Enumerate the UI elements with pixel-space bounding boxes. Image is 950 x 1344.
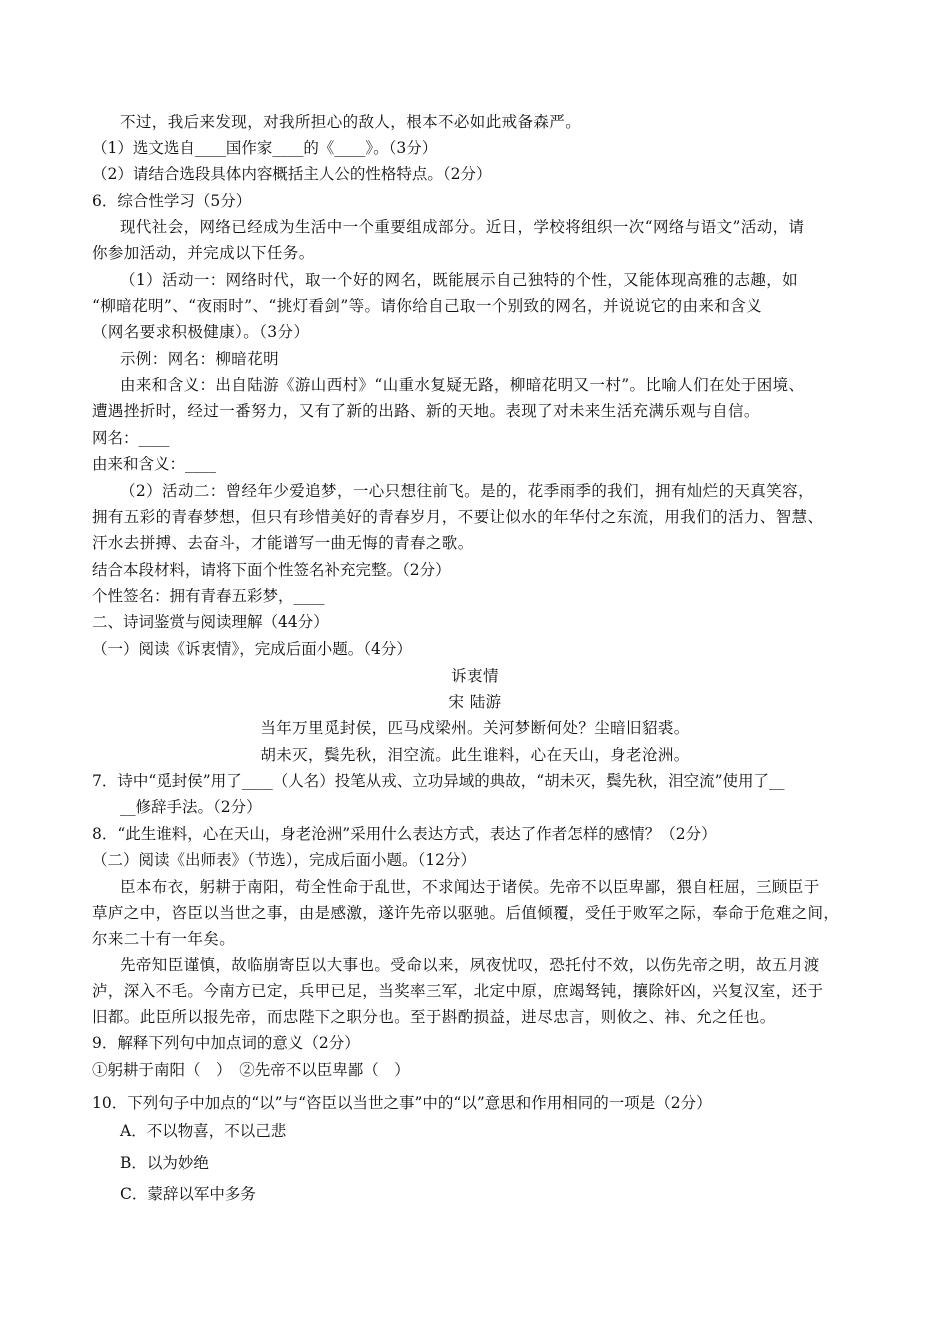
activity1-line2: “柳暗花明”、“夜雨时”、“挑灯看剑”等。请你给自己取一个别致的网名，并说说它的由来和含义 [92,297,763,315]
poem-line2: 胡未灭，鬓先秋，泪空流。此生谁料，心在天山，身老沧洲。 [260,746,690,764]
q10-option-b: B．以为妙绝 [120,1154,209,1172]
q9-items: ①躬耕于南阳（ ） ②先帝不以臣卑鄙（ ） [92,1061,410,1079]
activity2-instruction: 结合本段材料，请将下面个性签名补充完整。（2分） [92,561,451,579]
signature-blank: 个性签名：拥有青春五彩梦，____ [92,587,325,605]
origin-line1: 由来和含义：出自陆游《游山西村》“山重水复疑无路，柳暗花明又一村”。比喻人们在处于困境、 [120,376,805,394]
poem-author: 宋 陆游 [448,693,502,711]
activity2-line3: 汗水去拼搏、去奋斗，才能谱写一曲无悔的青春之歌。 [92,534,474,552]
q6-intro-line1: 现代社会，网络已经成为生活中一个重要组成部分。近日，学校将组织一次“网络与语文”活动，请 [120,218,805,236]
activity2-line1: （2）活动二：曾经年少爱追梦，一心只想往前飞。是的，花季雨季的我们，拥有灿烂的天真笑容， [120,482,814,500]
passage1-line1: 臣本布衣，躬耕于南阳，苟全性命于乱世，不求闻达于诸侯。先帝不以臣卑鄙，猥自枉屈，三顾臣于 [120,878,820,896]
origin-line2: 遭遇挫折时，经过一番努力，又有了新的出路、新的天地。表现了对未来生活充满乐观与自信。 [92,402,760,420]
example-line: 示例：网名：柳暗花明 [120,350,280,368]
q5-sub1: （1）选文选自____国作家____的《____》。（3分） [92,139,438,157]
q5-sub2: （2）请结合选段具体内容概括主人公的性格特点。（2分） [92,165,492,183]
section2-title: （二）阅读《出师表》（节选），完成后面小题。（12分） [92,851,476,869]
q10-option-a: A．不以物喜，不以己悲 [120,1122,287,1140]
poem-title: 诉衷情 [451,667,499,685]
q9: 9．解释下列句中加点词的意义（2分） [92,1034,360,1052]
section1-title: （一）阅读《诉衷情》，完成后面小题。（4分） [92,640,412,658]
passage2-line1: 先帝知臣谨慎，故临崩寄臣以大事也。受命以来，夙夜忧叹，恐托付不效，以伤先帝之明，故五月渡 [120,956,820,974]
q10-option-c: C．蒙辞以军中多务 [120,1185,256,1203]
q10: 10．下列句子中加点的“以”与“咨臣以当世之事”中的“以”意思和作用相同的一项是（2分） [92,1094,712,1112]
q7-line2: __修辞手法。（2分） [120,798,262,816]
activity1-line3: （网名要求积极健康）。（3分） [92,323,310,341]
netname-blank: 网名：____ [92,429,170,447]
passage2-line2: 泸，深入不毛。今南方已定，兵甲已足，当奖率三军，北定中原，庶竭驽钝，攘除奸凶，兴复汉室，还于 [92,982,824,1000]
activity1-line1: （1）活动一：网络时代，取一个好的网名，既能展示自己独特的个性，又能体现高雅的志趣，如 [120,271,799,289]
part2-title: 二、诗词鉴赏与阅读理解（44分） [92,613,329,631]
passage1-line2: 草庐之中，咨臣以当世之事，由是感激，遂许先帝以驱驰。后值倾覆，受任于败军之际，奉命于危难之间， [92,904,840,922]
q6-title: 6．综合性学习（5分） [92,192,252,210]
q6-intro-line2: 你参加活动，并完成以下任务。 [92,244,315,262]
passage2-line3: 旧都。此臣所以报先帝，而忠陛下之职分也。至于斟酌损益，进尽忠言，则攸之、祎、允之任也。 [92,1008,776,1026]
activity2-line2: 拥有五彩的青春梦想，但只有珍惜美好的青春岁月，不要让似水的年华付之东流，用我们的活力、智慧、 [92,508,824,526]
excerpt-end-line: 不过，我后来发现，对我所担心的敌人，根本不必如此戒备森严。 [120,113,582,131]
poem-line1: 当年万里觅封侯，匹马戍梁州。关河梦断何处？尘暗旧貂裘。 [260,719,690,737]
q7-line1: 7．诗中“觅封侯”用了____（人名）投笔从戎、立功异域的典故，“胡未灭，鬓先秋，泪空流”使用了__ [92,772,785,790]
passage1-line3: 尔来二十有一年矣。 [92,930,236,948]
q8: 8．“此生谁料，心在天山，身老沧洲”采用什么表达方式，表达了作者怎样的感情？（2分） [92,825,717,843]
meaning-blank: 由来和含义：____ [92,455,217,473]
